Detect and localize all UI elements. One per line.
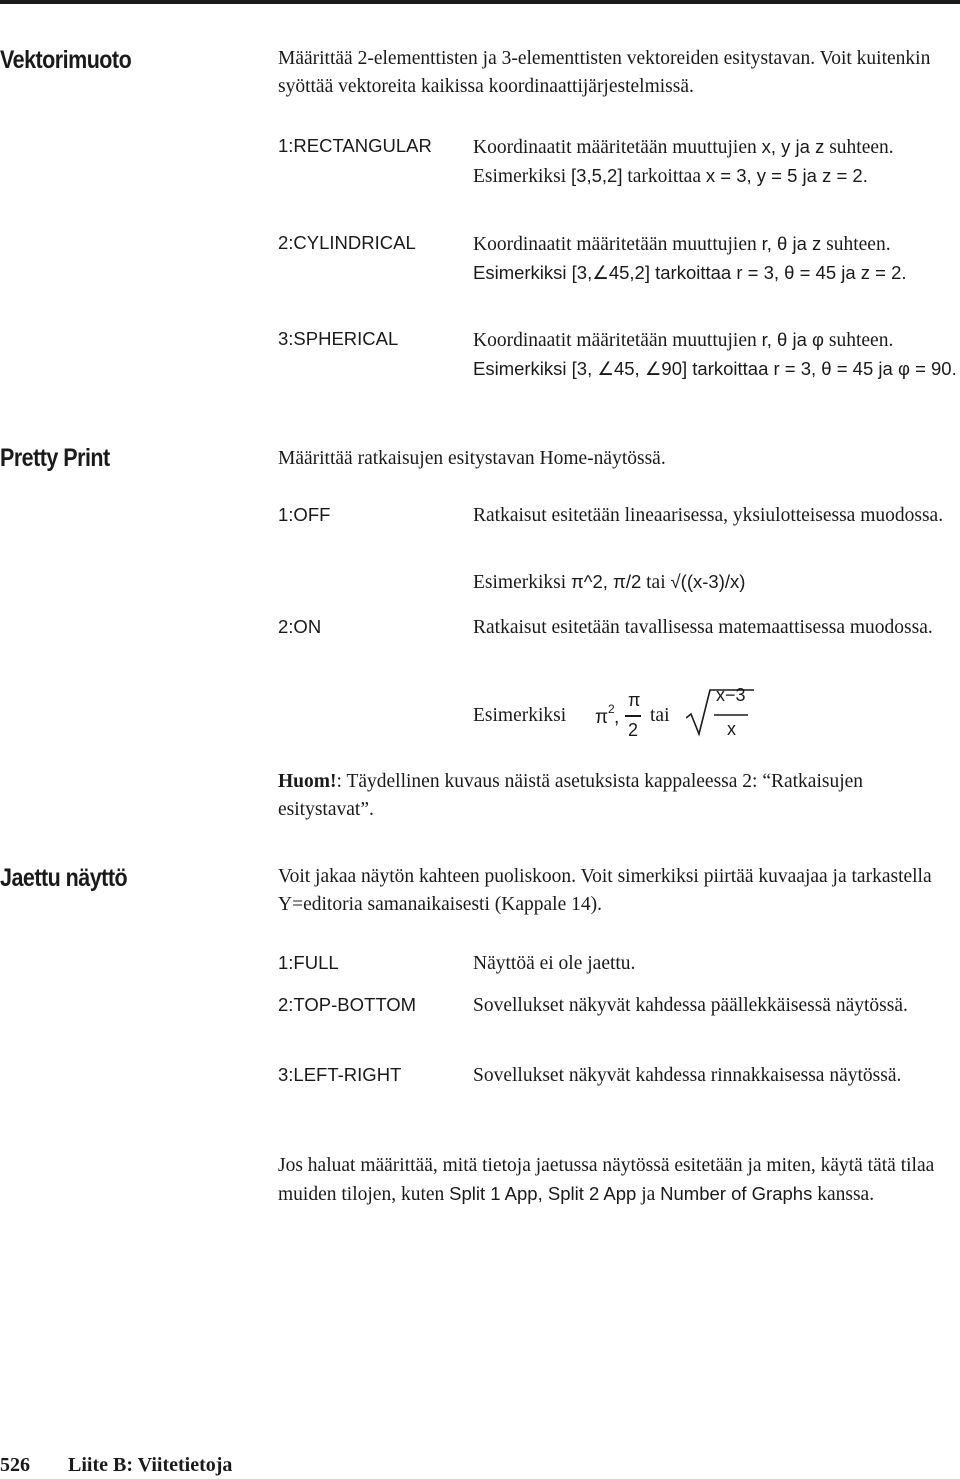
option-full-desc: Näyttöä ei ole jaettu. [473,953,636,974]
example-fraction-bar [625,715,641,717]
option-cylindrical-label: 2:CYLINDRICAL [278,232,416,253]
pretty-print-note: Huom!: Täydellinen kuvaus näistä asetuksista kappaleessa 2: “Ratkaisujen esitystavat”. [278,771,864,820]
option-rectangular-desc: Koordinaatit määritetään muuttujien x, y ja z suhteen. Esimerkiksi [3,5,2] tarkoittaa x = 3, y = 5 ja z = 2. [473,136,894,187]
example-fraction-denominator: 2 [628,720,639,740]
option-on-desc: Ratkaisut esitetään tavallisessa matemaattisessa muodossa. [473,617,933,638]
option-spherical-desc: Koordinaatit määritetään muuttujien r, θ ja φ suhteen. Esimerkiksi [3, ∠45, ∠90] tarkoittaa r = 3, θ = 45 ja φ = 90. [473,329,957,379]
option-off-example: Esimerkiksi π^2, π/2 tai √((x-3)/x) [473,571,746,593]
option-rectangular-label: 1:RECTANGULAR [278,135,432,156]
option-left-right-label: 3:LEFT-RIGHT [278,1064,402,1085]
example-exponent: 2 [608,702,615,716]
footer-title: Liite B: Viitetietoja [68,1454,233,1476]
jaettu-naytto-outro: Jos haluat määrittää, mitä tietoja jaetussa näytössä esitetään ja miten, käytä tätä tilaa muiden tilojen, kuten Split 1 App, Split 2 App ja Number of Graphs kanssa. [278,1155,935,1205]
option-spherical-label: 3:SPHERICAL [278,328,399,349]
section-title-vektorimuoto: Vektorimuoto [0,46,132,74]
section-title-pretty-print: Pretty Print [0,444,110,472]
example-root-numerator: x−3 [716,685,746,705]
example-fraction-numerator: π [628,690,641,710]
option-top-bottom-desc: Sovellukset näkyvät kahdessa päällekkäisessä näytössä. [473,995,908,1016]
section-title-jaettu-naytto: Jaettu näyttö [0,864,128,892]
pretty-print-intro: Määrittää ratkaisujen esitystavan Home-näytössä. [278,448,666,469]
vektorimuoto-intro: Määrittää 2-elementtisten ja 3-elementtisten vektoreiden esitystavan. Voit kuitenkin syöttää vektoreita kaikissa koordinaattijärjestelmissä. [278,48,931,97]
option-on-label: 2:ON [278,616,322,637]
option-off-desc: Ratkaisut esitetään lineaarisessa, yksiulotteisessa muodossa. [473,505,944,526]
option-top-bottom-label: 2:TOP-BOTTOM [278,994,417,1015]
example-tai: tai [650,705,670,726]
example-pi: π [595,707,609,728]
option-full-label: 1:FULL [278,952,339,973]
option-left-right-desc: Sovellukset näkyvät kahdessa rinnakkaisessa näytössä. [473,1065,902,1086]
top-rule [0,0,960,4]
example-comma: , [614,707,620,728]
example-root-denominator: x [727,719,736,739]
option-cylindrical-desc: Koordinaatit määritetään muuttujien r, θ ja z suhteen. Esimerkiksi [3,∠45,2] tarkoittaa r = 3, θ = 45 ja z = 2. [473,233,907,283]
jaettu-naytto-intro: Voit jakaa näytön kahteen puoliskoon. Voit simerkiksi piirtää kuvaajaa ja tarkastella Y=editoria samanaikaisesti (Kappale 14). [278,866,932,915]
option-on-example-prefix: Esimerkiksi [473,705,567,726]
option-off-label: 1:OFF [278,504,331,525]
page-number: 526 [0,1454,30,1476]
